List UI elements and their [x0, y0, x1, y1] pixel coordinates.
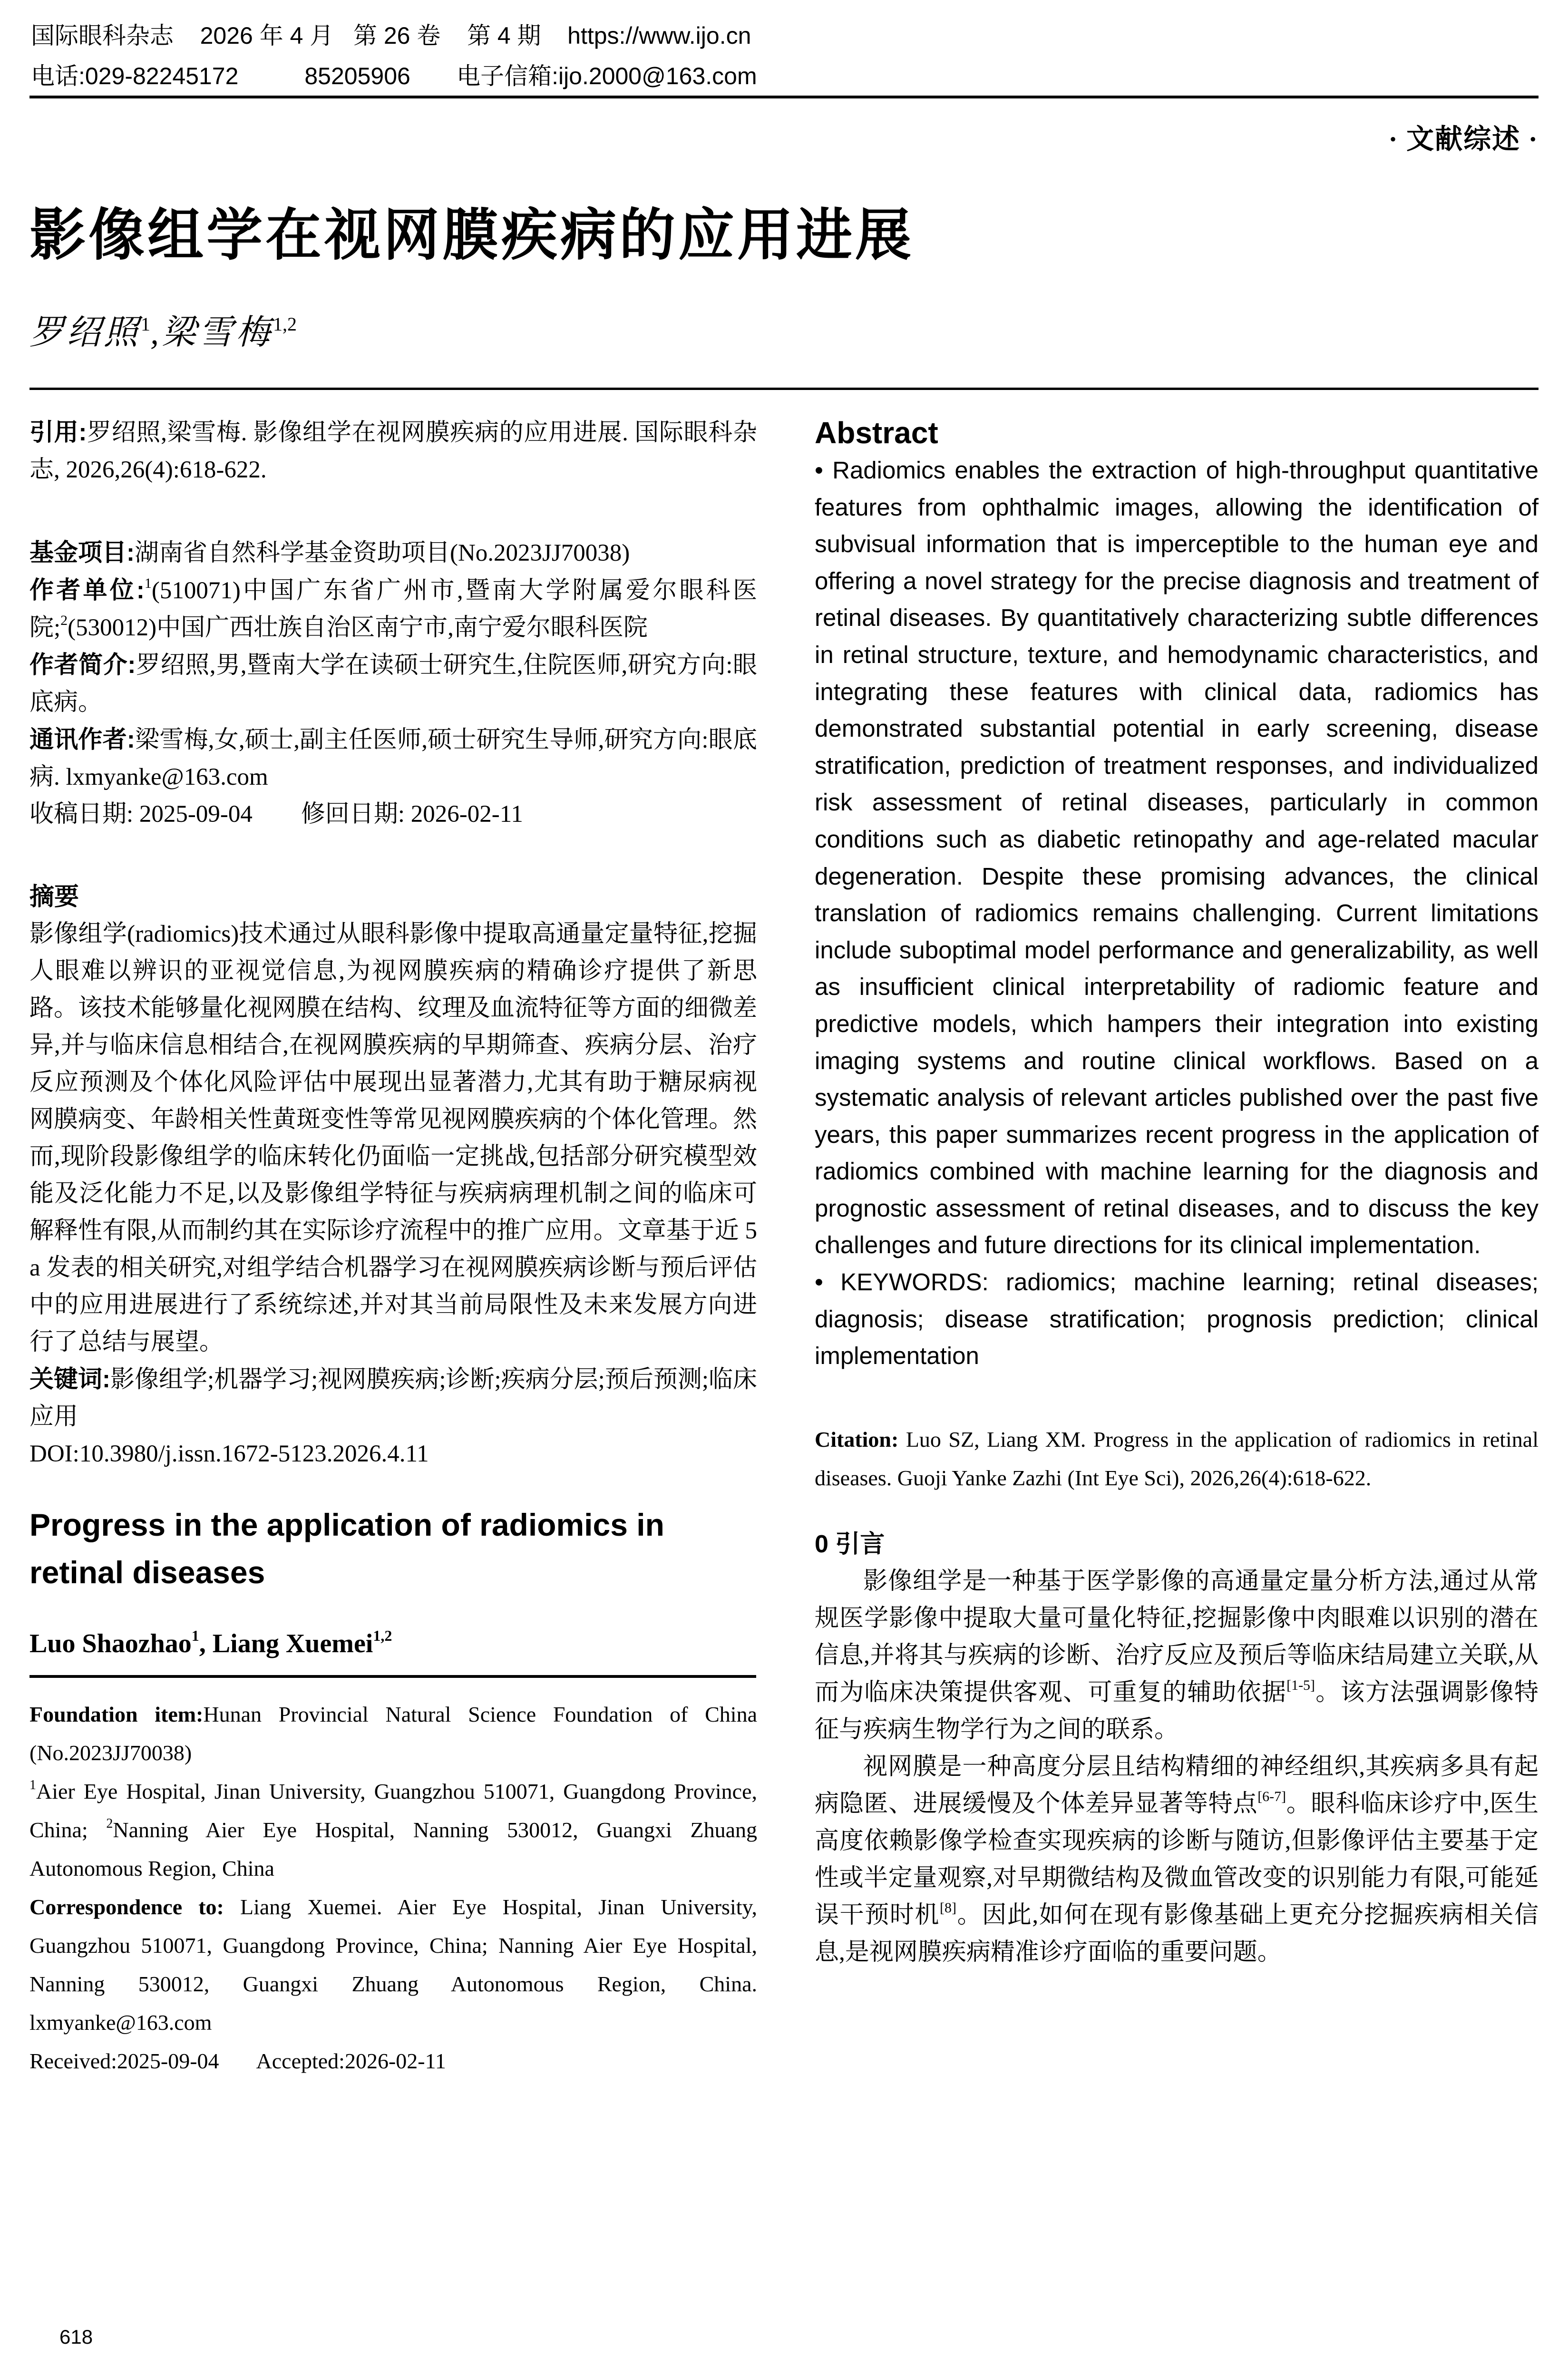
article-title-cn: 影像组学在视网膜疾病的应用进展 [29, 204, 915, 267]
title-rule [29, 388, 1539, 390]
journal-email[interactable]: 电子信箱:ijo.2000@163.com [457, 63, 757, 89]
running-header-line2 [31, 62, 757, 90]
intro-paragraph-1: 影像组学是一种基于医学影像的高通量定量分析方法,通过从常规医学影像中提取大量可量化特征,挖掘影像中肉眼难以识别的潜在信息,并将其与疾病的诊断、治疗反应及预后等临床结局建立关联,从而为临床决策提供客观、可重复的辅助依据[1-5]。该方法强调影像特征与疾病生物学行为之间的联系。 [815, 1568, 1539, 1743]
correspondence-en: Correspondence to: Liang Xuemei. Aier Eye Hospital, Jinan University, Guangzhou 510071, Guangdong Province, China; Nanning Aier Eye Hospital, Nanning 530012, Guangxi Zhuang Autonomous Region, China. lxmyanke@163.com [29, 1895, 758, 2035]
reference-link[interactable]: [1-5] [1286, 1677, 1315, 1693]
right-column [815, 414, 1539, 1971]
intro-heading: 0 引言 [815, 1530, 885, 1558]
author-name: 梁雪梅 [162, 313, 273, 351]
author-name: Liang Xuemei [212, 1629, 373, 1658]
issue-number: 第 4 期 [467, 22, 541, 49]
article-title-en: Progress in the application of radiomics in retinal diseases [29, 1507, 664, 1590]
accepted-date-en: Accepted:2026-02-11 [256, 2049, 446, 2073]
phone-2: 85205906 [304, 63, 410, 89]
bullet-icon: • [815, 457, 823, 484]
received-date-cn: 收稿日期: 2025-09-04 [29, 801, 253, 828]
keywords-en: • KEYWORDS: radiomics; machine learning; retinal diseases; diagnosis; disease stratification; prognosis prediction; clinical implementation [815, 1268, 1539, 1370]
corresponding-author-cn: 通讯作者:梁雪梅,女,硕士,副主任医师,硕士研究生导师,研究方向:眼底病. lxmyanke@163.com [29, 726, 757, 790]
doi[interactable]: DOI:10.3980/j.issn.1672-5123.2026.4.11 [29, 1441, 429, 1467]
abstract-heading: Abstract [815, 416, 938, 450]
affiliation-sup: 1,2 [273, 313, 297, 335]
abstract-cn-text: 影像组学(radiomics)技术通过从眼科影像中提取高通量定量特征,挖掘人眼难以辨识的亚视觉信息,为视网膜疾病的精确诊疗提供了新思路。该技术能够量化视网膜在结构、纹理及血流特征等方面的细微差异,并与临床信息相结合,在视网膜疾病的早期筛查、疾病分层、治疗反应预测及个体化风险评估中展现出显著潜力,尤其有助于糖尿病视网膜病变、年龄相关性黄斑变性等常见视网膜疾病的个体化管理。然而,现阶段影像组学的临床转化仍面临一定挑战,包括部分研究模型效能及泛化能力不足,以及影像组学特征与疾病病理机制之间的临床可解释性有限,从而制约其在实际诊疗流程中的推广应用。文章基于近 5 a 发表的相关研究,对组学结合机器学习在视网膜疾病诊断与预后评估中的应用进展进行了系统综述,并对其当前局限性及未来发展方向进行了总结与展望。 [29, 921, 758, 1355]
authors-cn [29, 304, 297, 354]
journal-url[interactable]: https://www.ijo.cn [567, 22, 751, 49]
revised-date-cn: 修回日期: 2026-02-11 [301, 801, 523, 828]
abstract-en-text: • Radiomics enables the extraction of high-throughput quantitative features from ophthalmic images, allowing the identification of subvisual information that is imperceptible to the human eye and offering a novel strategy for the precise diagnosis and treatment of retinal diseases. By quantitatively characterizing subtle differences in retinal structure, texture, and hemodynamic characteristics, and integrating these features with clinical data, radiomics has demonstrated substantial potential in early screening, disease stratification, prediction of treatment responses, and individualized risk assessment of retinal diseases, particularly in common conditions such as diabetic retinopathy and age-related macular degeneration. Despite these promising advances, the clinical translation of radiomics remains challenging. Current limitations include suboptimal model performance and generalizability, as well as insufficient clinical interpretability of radiomic feature and predictive models, which hampers their integration into existing imaging systems and routine clinical workflows. Based on a systematic analysis of relevant articles published over the past five years, this paper summarizes recent progress in the application of radiomics combined with machine learning for the diagnosis and prognostic assessment of retinal diseases, and to discuss the key challenges and future directions for its clinical implementation. [815, 457, 1539, 1259]
author-name: Luo Shaozhao [29, 1629, 192, 1658]
en-authors-rule [29, 1675, 756, 1678]
foundation-en: Foundation item:Hunan Provincial Natural Science Foundation of China (No.2023JJ70038) [29, 1702, 758, 1765]
journal-name: 国际眼科杂志 [31, 22, 174, 49]
intro-paragraph-2: 视网膜是一种高度分层且结构精细的神经组织,其疾病多具有起病隐匿、进展缓慢及个体差异显著等特点[6-7]。眼科临床诊疗中,医生高度依赖影像学检查实现疾病的诊断与随访,但影像评估主要基于定性或半定量观察,对早期微结构及微血管改变的识别能力有限,可能延误干预时机[8]。因此,如何在现有影像基础上更充分挖掘疾病相关信息,是视网膜疾病精准诊疗面临的重要问题。 [815, 1753, 1539, 1966]
left-column [29, 414, 757, 2080]
reference-link[interactable]: [6-7] [1257, 1788, 1286, 1804]
citation-en: Citation: Luo SZ, Liang XM. Progress in the application of radiomics in retinal diseases. Guoji Yanke Zazhi (Int Eye Sci), 2026,26(4):618-622. [815, 1427, 1539, 1490]
dates-cn [29, 796, 757, 833]
affiliation-en: $^1$Aier Eye Hospital, Jinan University, Guangzhou 510071, Guangdong Province, China; $^2$Nanning Aier Eye Hospital, Nanning 530012, Guangxi Zhuang Autonomous Region, China [29, 1778, 757, 1880]
issue-date: 2026 年 4 月 [200, 22, 334, 49]
dates-en [29, 2042, 757, 2080]
author-name: 罗绍照 [29, 313, 141, 351]
reference-link[interactable]: [8] [939, 1900, 956, 1916]
affiliation-sup: 1 [141, 313, 151, 335]
phone: 电话:029-82245172 [31, 63, 239, 89]
citation-cn: 引用:罗绍照,梁雪梅. 影像组学在视网膜疾病的应用进展. 国际眼科杂志, 2026,26(4):618-622. [29, 419, 757, 483]
keywords-cn: 关键词:影像组学;机器学习;视网膜疾病;诊断;疾病分层;预后预测;临床应用 [29, 1365, 758, 1430]
received-date-en: Received:2025-09-04 [29, 2049, 219, 2073]
abstract-cn-heading: 摘要 [29, 883, 79, 911]
section-tag: · 文献综述 · [1388, 124, 1539, 155]
volume: 第 26 卷 [353, 22, 441, 49]
authors-en: Luo Shaozhao$^1$, Liang Xuemei$^{1,2}$ [29, 1627, 392, 1658]
affiliation-cn: 作者单位:$^1$(510071)中国广东省广州市,暨南大学附属爱尔眼科医院;$^2$(530012)中国广西壮族自治区南宁市,南宁爱尔眼科医院 [29, 575, 757, 641]
page-number: 618 [59, 2326, 93, 2348]
author-separator: , [150, 313, 162, 351]
running-header-line1 [31, 21, 751, 50]
header-rule [29, 96, 1539, 98]
author-bio-cn: 作者简介:罗绍照,男,暨南大学在读硕士研究生,住院医师,研究方向:眼底病。 [29, 651, 757, 716]
funding-cn: 基金项目:湖南省自然科学基金资助项目(No.2023JJ70038) [29, 539, 630, 566]
